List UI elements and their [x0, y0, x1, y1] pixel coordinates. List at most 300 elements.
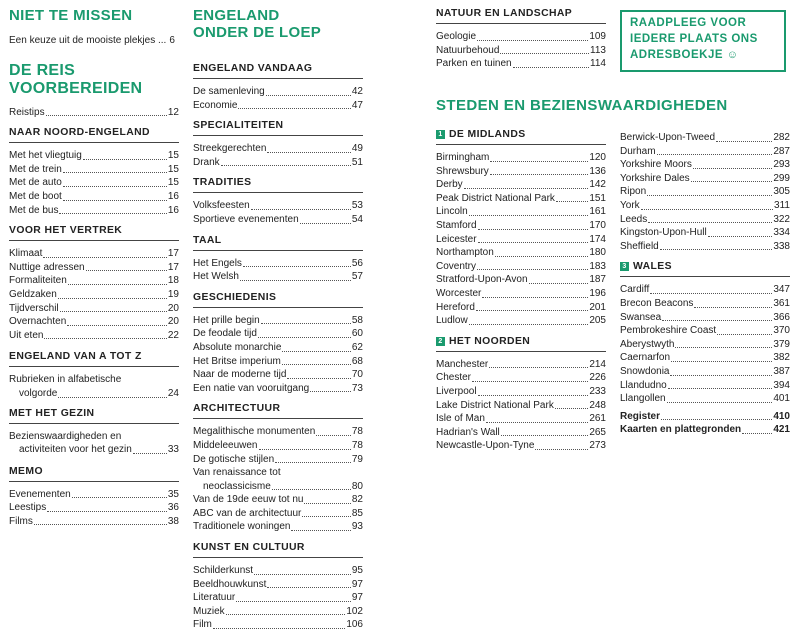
section-header-label: DE MIDLANDS: [449, 129, 526, 140]
region-number-badge: 2: [436, 337, 445, 346]
toc-entry[interactable]: [9, 302, 179, 316]
list-vertrek: [9, 247, 179, 342]
niet-te-missen-entry[interactable]: [9, 34, 179, 48]
dot-leader: [641, 209, 773, 210]
dot-leader: [477, 269, 588, 270]
toc-entry[interactable]: [436, 219, 606, 233]
toc-entry[interactable]: [436, 44, 606, 58]
dot-leader: [300, 223, 351, 224]
toc-entry[interactable]: [193, 507, 363, 521]
reis-title-line2: VOORBEREIDEN: [9, 79, 143, 97]
dot-leader: [287, 378, 350, 379]
entry-title: Het Engels: [193, 257, 242, 269]
toc-entry[interactable]: [436, 205, 606, 219]
toc-entry[interactable]: [9, 247, 179, 261]
toc-entry[interactable]: [193, 257, 363, 271]
entry-page: 19: [167, 288, 179, 300]
entry-page: 151: [589, 192, 606, 204]
toc-entry[interactable]: [620, 311, 790, 325]
toc-entry[interactable]: [620, 172, 790, 186]
toc-entry[interactable]: [193, 156, 363, 170]
toc-entry[interactable]: [9, 329, 179, 343]
entry-title: Pembrokeshire Coast: [620, 325, 717, 337]
entry-page: 80: [351, 480, 363, 492]
dot-leader: [44, 338, 166, 339]
toc-entry[interactable]: [620, 392, 790, 406]
toc-entry[interactable]: [620, 351, 790, 365]
section-header-midlands: [436, 129, 606, 145]
column-3-steden: [436, 129, 606, 453]
entry-title: Een keuze uit de mooiste plekjes ...: [9, 35, 167, 46]
entry-title: De samenleving: [193, 86, 265, 97]
entry-page: 233: [589, 385, 606, 397]
toc-entry[interactable]: [436, 412, 606, 426]
toc-entry[interactable]: [193, 213, 363, 227]
dot-leader: [86, 270, 167, 271]
dot-leader: [251, 209, 351, 210]
toc-entry[interactable]: [436, 426, 606, 440]
section-header-vandaag: ENGELAND VANDAAG: [193, 63, 363, 79]
dot-leader: [486, 422, 588, 423]
entry-title: Van de 19de eeuw tot nu: [193, 494, 304, 506]
section-header-gezin: MET HET GEZIN: [9, 408, 179, 424]
entry-page: 370: [773, 325, 790, 337]
toc-entry[interactable]: [436, 165, 606, 179]
toc-entry[interactable]: [9, 190, 179, 204]
entry-title: Shrewsbury: [436, 165, 489, 177]
entry-title: Muziek: [193, 605, 225, 617]
entry-page: 205: [589, 315, 606, 327]
entry-page: 62: [351, 341, 363, 353]
toc-entry[interactable]: [193, 355, 363, 369]
entry-title: Het Welsh: [193, 271, 239, 283]
steden-title: STEDEN EN BEZIENSWAARDIGHEDEN: [436, 97, 728, 114]
dot-leader: [478, 242, 589, 243]
entry-title: Uit eten: [9, 329, 44, 341]
toc-entry[interactable]: [620, 379, 790, 393]
entry-page: 47: [351, 99, 363, 111]
entry-page: 36: [167, 502, 179, 514]
entry-page: 15: [167, 163, 179, 175]
dot-leader: [310, 391, 351, 392]
toc-entry[interactable]: [193, 520, 363, 534]
entry-page: 97: [351, 592, 363, 604]
entry-page: 322: [773, 213, 790, 225]
entry-page: 42: [351, 86, 363, 97]
dot-leader: [266, 95, 351, 96]
entry-page: 38: [167, 515, 179, 527]
entry-page: 82: [351, 494, 363, 506]
dot-leader: [500, 53, 589, 54]
toc-entry[interactable]: [436, 287, 606, 301]
entry-title: Stamford: [436, 219, 477, 231]
list-noord: [9, 149, 179, 217]
section-header-tradities: TRADITIES: [193, 177, 363, 193]
dot-leader: [272, 489, 351, 490]
entry-title: Natuurbehoud: [436, 44, 500, 56]
toc-entry-register[interactable]: [620, 410, 790, 424]
entry-title: Swansea: [620, 311, 662, 323]
toc-entry[interactable]: [436, 151, 606, 165]
adresboekje-callout: [620, 10, 786, 72]
toc-entry[interactable]: [193, 142, 363, 156]
entry-page: 60: [351, 328, 363, 340]
dot-leader: [258, 337, 351, 338]
dot-leader: [60, 311, 167, 312]
toc-entry[interactable]: [620, 185, 790, 199]
entry-page: 170: [589, 219, 606, 231]
entry-title: Traditionele woningen: [193, 521, 291, 533]
toc-entry[interactable]: [193, 591, 363, 605]
dot-leader: [556, 201, 588, 202]
toc-entry[interactable]: [193, 314, 363, 328]
entry-page: 282: [773, 132, 790, 143]
callout-line2: IEDERE PLAATS ONS: [630, 33, 758, 45]
entry-page: 57: [351, 271, 363, 283]
section-header-taal: TAAL: [193, 235, 363, 251]
dot-leader: [489, 367, 588, 368]
entry-title: Lincoln: [436, 206, 468, 218]
entry-page: 287: [773, 145, 790, 157]
entry-title: Register: [620, 410, 661, 422]
entry-page: 366: [773, 311, 790, 323]
toc-entry[interactable]: [436, 439, 606, 453]
entry-page: 97: [351, 578, 363, 590]
toc-entry[interactable]: [193, 578, 363, 592]
dot-leader: [304, 503, 350, 504]
entry-title: Llangollen: [620, 393, 666, 405]
entry-page: 17: [167, 261, 179, 273]
entry-title: Het Britse imperium: [193, 355, 281, 367]
dot-leader: [742, 433, 772, 434]
entry-title: Klimaat: [9, 248, 43, 260]
toc-entry[interactable]: [436, 301, 606, 315]
dot-leader: [708, 236, 773, 237]
callout-line1: RAADPLEEG VOOR: [630, 17, 747, 29]
dot-leader: [648, 222, 772, 223]
section-header-noorden: [436, 336, 606, 352]
entry-page: 22: [167, 329, 179, 341]
entry-title: Het prille begin: [193, 314, 260, 326]
toc-entry[interactable]: [9, 288, 179, 302]
entry-title: Met de auto: [9, 177, 62, 189]
toc-entry[interactable]: [193, 425, 363, 439]
dot-leader: [671, 361, 772, 362]
section-header-label: WALES: [633, 261, 672, 273]
toc-entry[interactable]: [620, 297, 790, 311]
toc-entry[interactable]: [436, 314, 606, 328]
list-memo: [9, 488, 179, 529]
entry-title: Kingston-Upon-Hull: [620, 227, 707, 239]
entry-title: activiteiten voor het gezin: [19, 444, 132, 456]
toc-entry[interactable]: [620, 283, 790, 297]
entry-page: 78: [351, 426, 363, 438]
entry-page: 109: [589, 31, 606, 42]
toc-entry[interactable]: [193, 618, 363, 632]
dot-leader: [490, 174, 589, 175]
section-header-wales: [620, 261, 790, 277]
toc-entry[interactable]: [9, 315, 179, 329]
toc-entry[interactable]: [193, 382, 363, 396]
reis-title-line1: DE REIS: [9, 61, 76, 79]
toc-entry-kaarten[interactable]: [620, 423, 790, 437]
toc-entry[interactable]: [193, 85, 363, 99]
dot-leader: [469, 215, 589, 216]
dot-leader: [58, 397, 167, 398]
toc-entry[interactable]: [620, 240, 790, 254]
dot-leader: [472, 381, 588, 382]
dot-leader: [675, 347, 772, 348]
entry-title: Chester: [436, 372, 472, 384]
toc-entry[interactable]: [436, 273, 606, 287]
toc-entry[interactable]: [9, 501, 179, 515]
entry-page: 70: [351, 369, 363, 381]
section-header-natuur: NATUUR EN LANDSCHAP: [436, 8, 606, 24]
entry-page: 334: [773, 227, 790, 239]
entry-page: 311: [774, 199, 790, 211]
toc-entry[interactable]: [193, 564, 363, 578]
entry-page: 273: [589, 440, 606, 452]
entry-page: 361: [773, 297, 790, 309]
toc-entry[interactable]: [436, 260, 606, 274]
toc-entry[interactable]: [620, 213, 790, 227]
entry-title: volgorde: [19, 387, 58, 399]
region-number-badge: 3: [620, 262, 629, 271]
entry-title: Drank: [193, 156, 220, 168]
toc-entry[interactable]: [9, 204, 179, 218]
entry-page: 293: [773, 159, 790, 171]
dot-leader: [478, 229, 589, 230]
dot-leader: [529, 283, 589, 284]
dot-leader: [275, 462, 351, 463]
entry-page: 18: [167, 275, 179, 287]
entry-title: Llandudno: [620, 379, 667, 391]
toc-entry[interactable]: [193, 493, 363, 507]
entry-page: 401: [773, 393, 790, 405]
entry-page: 183: [589, 260, 606, 272]
dot-leader: [501, 435, 589, 436]
dot-leader: [43, 257, 167, 258]
entry-page: 78: [351, 439, 363, 451]
dot-leader: [464, 188, 589, 189]
entry-title: Middeleeuwen: [193, 439, 258, 451]
dot-leader: [693, 168, 772, 169]
entry-title: Rubrieken in alfabetische: [9, 374, 122, 386]
toc-entry-renaissance[interactable]: [193, 466, 363, 493]
entry-title: Derby: [436, 179, 463, 191]
dot-leader: [267, 152, 350, 153]
toc-entry[interactable]: [436, 399, 606, 413]
entry-title: De gotische stijlen: [193, 453, 275, 465]
dot-leader: [236, 601, 351, 602]
toc-entry[interactable]: [9, 261, 179, 275]
dot-leader: [63, 200, 167, 201]
dot-leader: [213, 628, 345, 629]
entry-title: Ripon: [620, 186, 647, 198]
toc-entry[interactable]: [9, 488, 179, 502]
column-1: [9, 7, 179, 528]
toc-entry[interactable]: [193, 327, 363, 341]
entry-title: Berwick-Upon-Tweed: [620, 132, 716, 143]
dot-leader: [535, 449, 588, 450]
dot-leader: [243, 266, 351, 267]
dot-leader: [717, 334, 772, 335]
toc-entry[interactable]: [620, 131, 790, 145]
entry-page: 54: [351, 213, 363, 225]
entry-page: 35: [167, 488, 179, 500]
entry-title: Snowdonia: [620, 365, 670, 377]
dot-leader: [660, 249, 773, 250]
toc-entry[interactable]: [193, 439, 363, 453]
entry-title: Caernarfon: [620, 352, 671, 364]
toc-entry[interactable]: [9, 274, 179, 288]
entry-page: 113: [590, 44, 606, 56]
entry-title: Nuttige adressen: [9, 261, 85, 273]
toc-entry[interactable]: [436, 233, 606, 247]
toc-entry[interactable]: [436, 178, 606, 192]
toc-entry[interactable]: [9, 176, 179, 190]
dot-leader: [513, 67, 589, 68]
entry-page: 410: [773, 410, 790, 422]
entry-title: Leeds: [620, 213, 648, 225]
toc-entry-az[interactable]: [9, 373, 179, 400]
section-header-geschiedenis: GESCHIEDENIS: [193, 292, 363, 308]
entry-page: 102: [346, 605, 363, 617]
entry-title: Sheffield: [620, 240, 659, 252]
dot-leader: [657, 154, 773, 155]
entry-page: 56: [351, 257, 363, 269]
dot-leader: [226, 614, 346, 615]
dot-leader: [662, 320, 772, 321]
toc-entry[interactable]: [436, 30, 606, 44]
entry-page: 95: [351, 565, 363, 577]
dot-leader: [302, 516, 350, 517]
dot-leader: [59, 213, 166, 214]
dot-leader: [482, 297, 588, 298]
entry-title: Hadrian's Wall: [436, 426, 500, 438]
entry-page: 265: [589, 426, 606, 438]
entry-page: 16: [167, 204, 179, 216]
entry-title: Newcastle-Upon-Tyne: [436, 440, 535, 452]
toc-entry[interactable]: [193, 270, 363, 284]
toc-entry[interactable]: [9, 149, 179, 163]
section-header-vertrek: VOOR HET VERTREK: [9, 225, 179, 241]
toc-entry[interactable]: [620, 365, 790, 379]
dot-leader: [282, 351, 350, 352]
toc-entry[interactable]: [620, 324, 790, 338]
entry-page: 299: [773, 172, 790, 184]
dot-leader: [34, 524, 167, 525]
toc-entry[interactable]: [620, 226, 790, 240]
toc-entry[interactable]: [9, 515, 179, 529]
entry-page: 387: [773, 365, 790, 377]
toc-entry[interactable]: [436, 358, 606, 372]
callout-line3: ADRESBOEKJE: [630, 49, 724, 61]
entry-page: 15: [167, 150, 179, 162]
toc-entry[interactable]: [620, 145, 790, 159]
dot-leader: [694, 307, 772, 308]
entry-title: Ludlow: [436, 315, 468, 327]
dot-leader: [67, 325, 167, 326]
entry-title: Hereford: [436, 301, 475, 313]
toc-entry[interactable]: [436, 246, 606, 260]
entry-title: Aberystwyth: [620, 338, 675, 350]
dot-leader: [254, 574, 351, 575]
entry-title: Peak District National Park: [436, 192, 555, 204]
dot-leader: [267, 587, 350, 588]
entry-title: Met de boot: [9, 190, 62, 202]
entry-title: Kaarten en plattegronden: [620, 424, 742, 436]
entry-title: Liverpool: [436, 385, 477, 397]
toc-entry[interactable]: [436, 192, 606, 206]
entry-title: Films: [9, 515, 33, 527]
dot-leader: [670, 375, 772, 376]
entry-page: 394: [773, 379, 790, 391]
toc-entry[interactable]: [436, 371, 606, 385]
section-header-noord: NAAR NOORD-ENGELAND: [9, 127, 179, 143]
entry-title: Stratford-Upon-Avon: [436, 274, 528, 286]
toc-entry[interactable]: [193, 605, 363, 619]
entry-page: 68: [351, 355, 363, 367]
entry-page: 174: [589, 233, 606, 245]
dot-leader: [83, 159, 167, 160]
entry-page: 382: [773, 352, 790, 364]
dot-leader: [555, 408, 588, 409]
toc-entry[interactable]: [193, 99, 363, 113]
entry-title: Cardiff: [620, 284, 650, 296]
entry-title: Birmingham: [436, 152, 490, 163]
entry-page: 17: [167, 248, 179, 260]
entry-title: Yorkshire Moors: [620, 159, 692, 171]
entry-page: 15: [167, 177, 179, 189]
entry-title: neoclassicisme: [203, 480, 271, 492]
dot-leader: [661, 419, 772, 420]
toc-entry[interactable]: [436, 385, 606, 399]
toc-entry[interactable]: [193, 199, 363, 213]
entry-title: Van renaissance tot: [193, 467, 281, 479]
entry-title: Tijdverschil: [9, 302, 59, 314]
toc-entry-reistips[interactable]: [9, 106, 179, 120]
toc-entry[interactable]: [620, 338, 790, 352]
entry-page: 53: [351, 200, 363, 212]
toc-entry[interactable]: [9, 163, 179, 177]
toc-entry[interactable]: [620, 158, 790, 172]
dot-leader: [469, 324, 589, 325]
entry-title: Bezienswaardigheden en: [9, 430, 122, 442]
toc-entry[interactable]: [620, 199, 790, 213]
entry-page: 261: [589, 413, 606, 425]
entry-page: 20: [167, 302, 179, 314]
entry-title: Beeldhouwkunst: [193, 578, 267, 590]
dot-leader: [72, 497, 167, 498]
toc-entry[interactable]: [193, 368, 363, 382]
toc-entry[interactable]: [436, 57, 606, 71]
toc-entry-gezin[interactable]: [9, 430, 179, 457]
entry-page: 73: [351, 382, 363, 394]
entry-page: 187: [589, 274, 606, 286]
entry-title: Yorkshire Dales: [620, 172, 690, 184]
entry-title: De feodale tijd: [193, 328, 257, 340]
dot-leader: [316, 435, 351, 436]
entry-page: 136: [589, 165, 606, 177]
entry-page: 379: [773, 338, 790, 350]
entry-title: Evenementen: [9, 488, 71, 500]
toc-entry[interactable]: [193, 453, 363, 467]
dot-leader: [63, 172, 167, 173]
toc-entry[interactable]: [193, 341, 363, 355]
column-2: [193, 7, 363, 632]
entry-page: 305: [773, 186, 790, 198]
